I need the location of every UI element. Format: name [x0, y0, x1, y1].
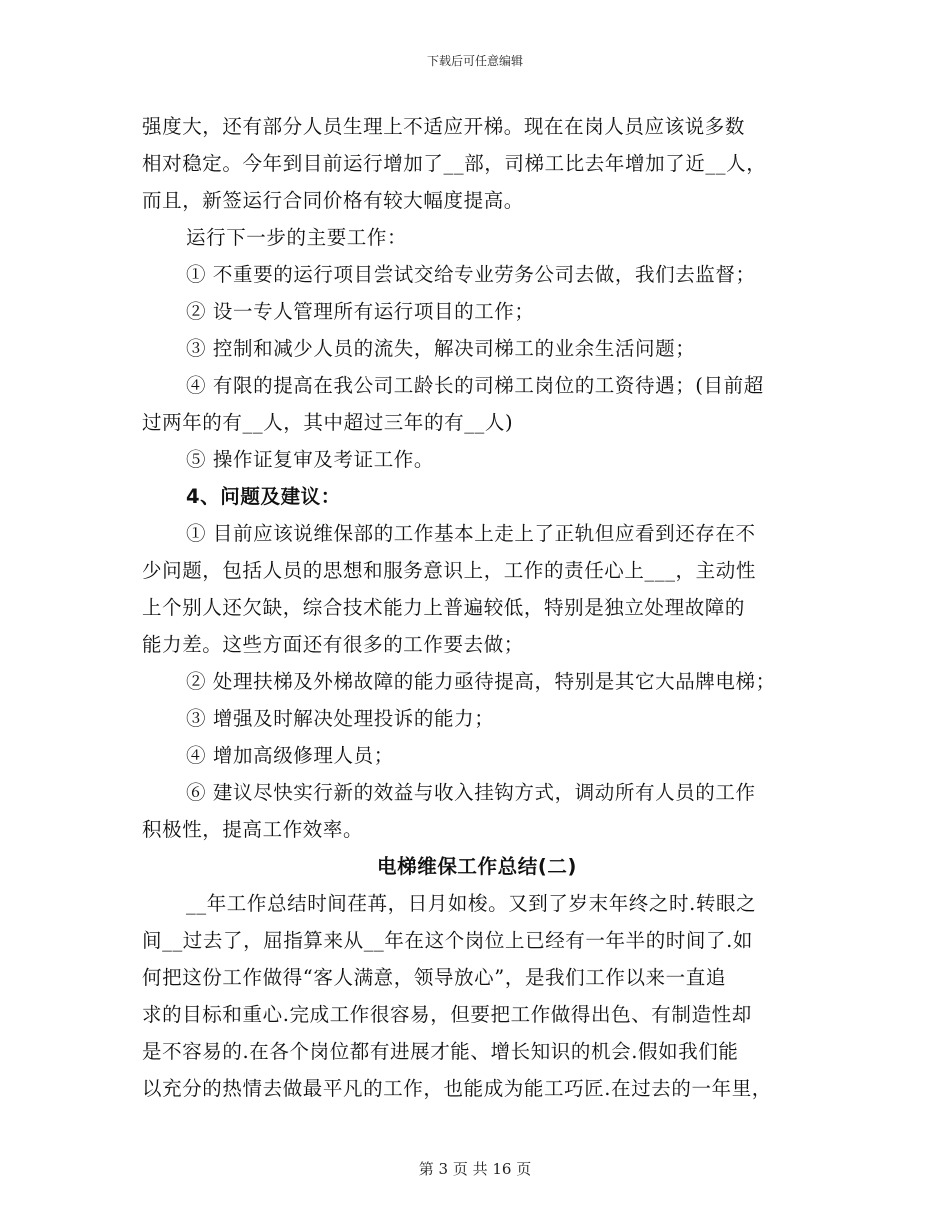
text-line: 间__过去了，屈指算来从__年在这个岗位上已经有一年半的时间了.如: [142, 929, 753, 952]
text-line: 能力差。这些方面还有很多的工作要去做；: [142, 633, 524, 656]
document-body: [142, 108, 812, 1107]
page-footer: 第 3 页 共 16 页: [418, 1160, 532, 1178]
text-line: 以充分的热情去做最平凡的工作，也能成为能工巧匠.在过去的一年里，: [142, 1077, 772, 1100]
list-item: ② 设一专人管理所有运行项目的工作；: [186, 300, 535, 323]
list-item: ④ 增加高级修理人员；: [186, 744, 394, 767]
list-item: ② 处理扶梯及外梯故障的能力亟待提高，特别是其它大品牌电梯；: [186, 670, 776, 693]
text-line: 积极性，提高工作效率。: [142, 818, 364, 841]
text-line: 求的目标和重心.完成工作很容易，但要把工作做得出色、有制造性却: [142, 1003, 752, 1026]
text-line: 过两年的有__人，其中超过三年的有__人): [142, 411, 514, 434]
section-heading: 4、问题及建议：: [186, 485, 341, 508]
text-line: 相对稳定。今年到目前运行增加了__部，司梯工比去年增加了近__人，: [142, 152, 767, 175]
list-item: ③ 增强及时解决处理投诉的能力；: [186, 707, 495, 730]
list-item: ① 目前应该说维保部的工作基本上走上了正轨但应看到还存在不: [186, 522, 756, 545]
list-item: ⑥ 建议尽快实行新的效益与收入挂钩方式，调动所有人员的工作: [186, 781, 756, 804]
list-item: ④ 有限的提高在我公司工龄长的司梯工岗位的工资待遇；(目前超: [186, 374, 764, 397]
list-item: ③ 控制和减少人员的流失，解决司梯工的业余生活问题；: [186, 337, 696, 360]
text-line: 何把这份工作做得“客人满意，领导放心”，是我们工作以来一直追: [142, 966, 726, 989]
text-line: 上个别人还欠缺，综合技术能力上普遍较低，特别是独立处理故障的: [142, 596, 746, 619]
text-line: 少问题，包括人员的思想和服务意识上，工作的责任心上___，主动性: [142, 559, 756, 582]
text-line: 是不容易的.在各个岗位都有进展才能、增长知识的机会.假如我们能: [142, 1040, 739, 1063]
text-line: 而且，新签运行合同价格有较大幅度提高。: [142, 189, 524, 212]
text-line: 运行下一步的主要工作：: [186, 226, 408, 249]
document-title: 电梯维保工作总结(二): [377, 855, 577, 878]
text-line: __年工作总结时间荏苒，日月如梭。又到了岁末年终之时.转眼之: [186, 892, 757, 915]
list-item: ① 不重要的运行项目尝试交给专业劳务公司去做，我们去监督；: [186, 263, 756, 286]
page-header: 下载后可任意编辑: [426, 54, 523, 68]
list-item: ⑤ 操作证复审及考证工作。: [186, 448, 434, 471]
text-line: 强度大，还有部分人员生理上不适应开梯。现在在岗人员应该说多数: [142, 115, 746, 138]
